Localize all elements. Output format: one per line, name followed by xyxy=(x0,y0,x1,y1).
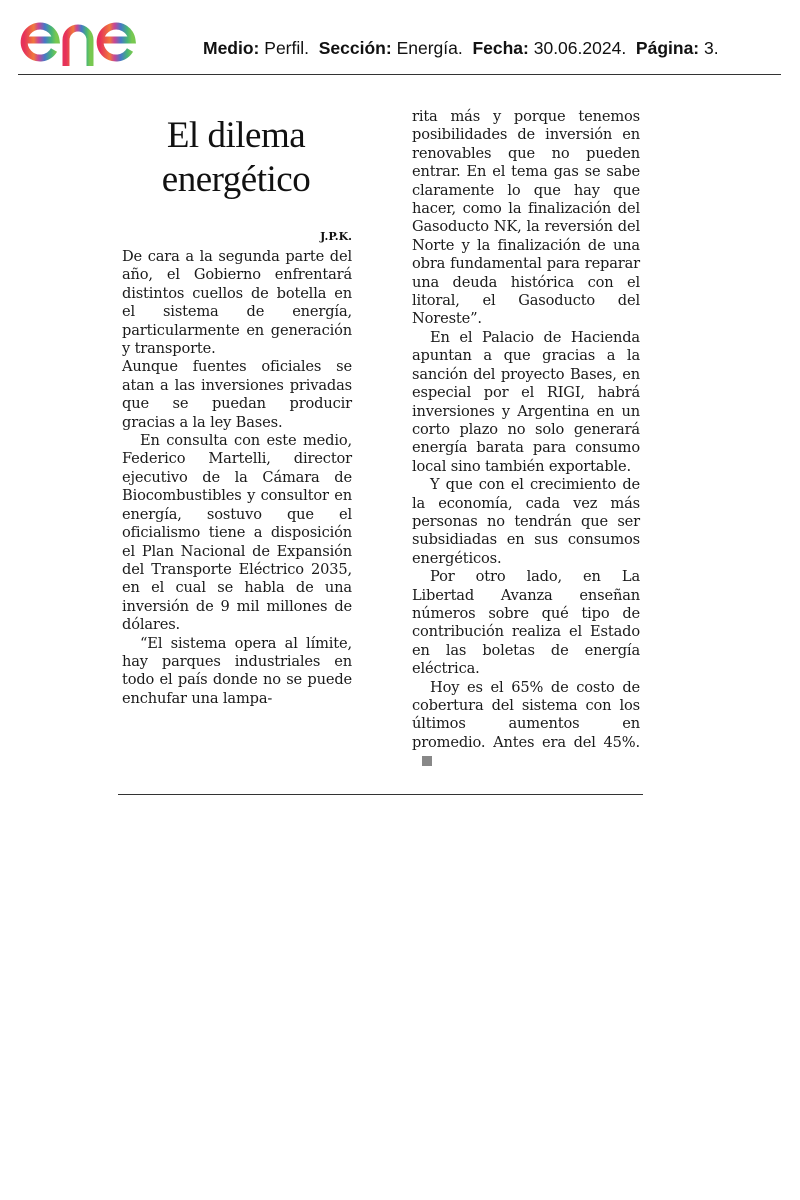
paragraph: “El sistema opera al límite, hay parques industriales en todo el país donde no se puede enchufar una lampa- xyxy=(122,634,352,707)
article-headline xyxy=(118,114,354,202)
paragraph: De cara a la segunda parte del año, el Gobierno enfrentará distintos cuellos de botella en el sistema de energía, particularmente en generación y transporte. xyxy=(122,248,352,358)
enel-logo xyxy=(18,10,178,70)
clipping-metadata xyxy=(203,38,719,59)
article-column-right xyxy=(412,108,640,771)
paragraph: Aunque fuentes oficiales se atan a las inversiones privadas que se puedan producir gracias a la ley Bases. xyxy=(122,358,352,431)
headline-line-2: energético xyxy=(161,159,311,200)
seccion-label: Sección: xyxy=(318,38,392,58)
end-of-article-square-icon xyxy=(422,756,432,766)
paragraph: Por otro lado, en La Libertad Avanza enseñan números sobre qué tipo de contribución realiza el Estado en las boletas de energía eléctrica. xyxy=(412,568,640,678)
paragraph-text: Hoy es el 65% de costo de cobertura del sistema con los últimos aumentos en promedio. Antes era del 45%. xyxy=(412,678,640,751)
paragraph: En el Palacio de Hacienda apuntan a que gracias a la sanción del proyecto Bases, en especial por el RIGI, habrá inversiones y Argentina en un corto plazo no solo generará energía barata para consumo local sino también exportable. xyxy=(412,328,640,475)
medio-value: Perfil. xyxy=(264,38,309,58)
seccion-value: Energía. xyxy=(396,38,463,58)
paragraph: Y que con el crecimiento de la economía, cada vez más personas no tendrán que ser subsidiadas en sus consumos energéticos. xyxy=(412,476,640,567)
clipping-bottom-divider xyxy=(118,794,643,795)
paragraph: rita más y porque tenemos posibilidades de inversión en renovables que no pueden entrar. En el tema gas se sabe claramente lo que hay que hacer, como la finalización del Gasoducto NK, la reversión del Norte y la finalización de una obra fundamental para reparar una deuda histórica con el litoral, el Gasoducto del Noreste”. xyxy=(412,108,640,328)
article-column-left xyxy=(122,248,352,708)
header-divider xyxy=(18,74,781,75)
pagina-value: 3. xyxy=(704,38,719,58)
pagina-label: Página: xyxy=(635,38,700,58)
headline-line-1: El dilema xyxy=(166,115,306,156)
article-byline: J.P.K. xyxy=(320,230,352,243)
paragraph: En consulta con este medio, Federico Martelli, director ejecutivo de la Cámara de Biocombustibles y consultor en energía, sostuvo que el oficialismo tiene a disposición el Plan Nacional de Expansión del Transporte Eléctrico 2035, en el cual se habla de una inversión de 9 mil millones de dólares. xyxy=(122,432,352,634)
fecha-value: 30.06.2024. xyxy=(533,38,627,58)
fecha-label: Fecha: xyxy=(472,38,529,58)
paragraph-final xyxy=(412,679,640,771)
newspaper-clipping xyxy=(118,100,644,760)
medio-label: Medio: xyxy=(203,38,260,58)
clipping-header xyxy=(18,8,781,74)
